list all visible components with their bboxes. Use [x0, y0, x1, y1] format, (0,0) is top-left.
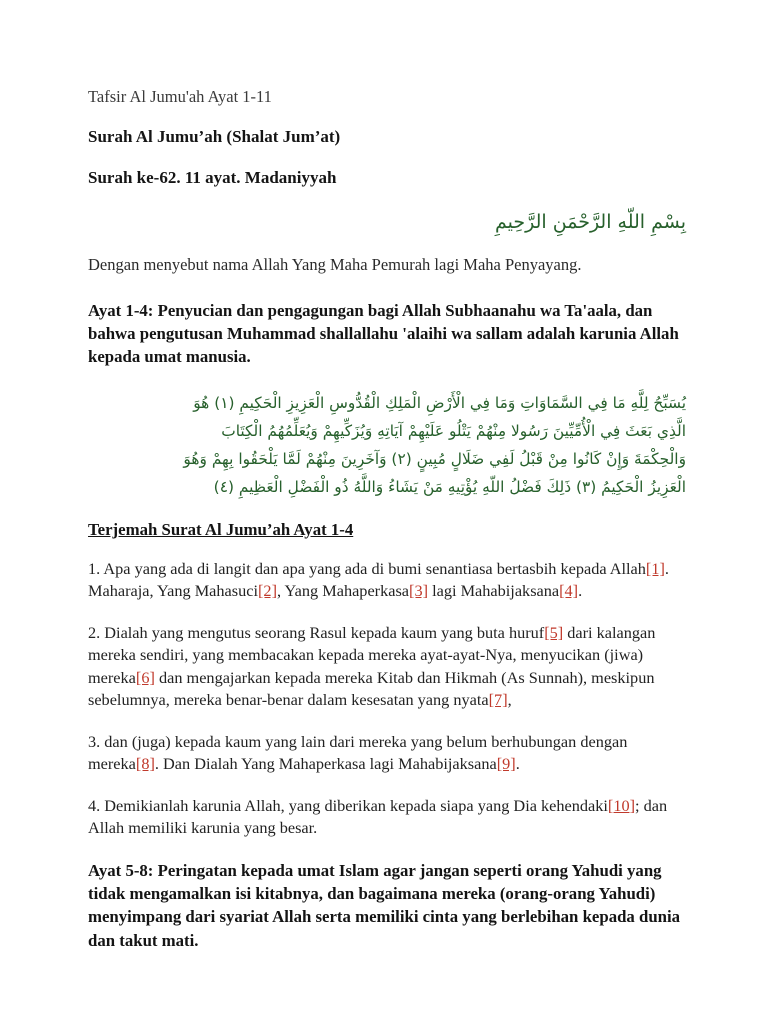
basmalah-translation: Dengan menyebut nama Allah Yang Maha Pemurah lagi Maha Penyayang. [88, 255, 582, 275]
footnote-ref-6[interactable]: [6] [135, 667, 155, 687]
verse-text: 2. Dialah yang mengutus seorang Rasul kepada kaum yang buta huruf [88, 622, 545, 642]
surah-name-heading: Surah Al Jumu’ah (Shalat Jum’at) [88, 126, 341, 146]
verse-paragraph [88, 731, 686, 776]
ayat-1-4-heading: Ayat 1-4: Penyucian dan pengagungan bagi Allah Subhaanahu wa Ta'aala, dan bahwa pengutusan Muhammad shallallahu 'alaihi wa sallam adalah karunia Allah kepada umat manusia. [88, 300, 679, 367]
footnote-ref-1[interactable]: [1] [645, 558, 665, 578]
footnote-ref-8[interactable]: [8] [135, 754, 155, 774]
footnote-ref-5[interactable]: [5] [544, 622, 564, 642]
verse-text: 1. Apa yang ada di langit dan apa yang ada di bumi senantiasa bertasbih kepada Allah [88, 558, 646, 578]
footnote-ref-7[interactable]: [7] [488, 690, 508, 710]
verse-text: dan mengajarkan kepada mereka Kitab dan Hikmah (As Sunnah), meskipun sebelumnya, mereka benar-benar dalam kesesatan yang nyata [88, 667, 655, 710]
verse-text: dari kalangan mereka sendiri, yang membacakan kepada mereka ayat-ayat-Nya, menyucikan (jiwa) mereka [88, 622, 656, 687]
document-title: Tafsir Al Jumu'ah Ayat 1-11 [88, 87, 272, 106]
verse-text: 4. Demikianlah karunia Allah, yang diberikan kepada siapa yang Dia kehendaki [88, 795, 608, 815]
verse-text: lagi Mahabijaksana [428, 581, 560, 601]
verse-text: , [507, 690, 512, 710]
arabic-line: وَالْحِكْمَةَ وَإِنْ كَانُوا مِنْ قَبْلُ لَفِي ضَلَالٍ مُبِينٍ (٢) وَآخَرِينَ مِنْهُمْ لَمَّا يَلْحَقُوا بِهِمْ وَهُوَ [183, 449, 686, 468]
verse-paragraph [88, 622, 686, 712]
basmalah-arabic: بِسْمِ اللّهِ الرَّحْمَنِ الرَّحِيمِ [495, 210, 686, 233]
verse-text: . Maharaja, Yang Mahasuci [88, 558, 669, 601]
ayat-5-8-heading: Ayat 5-8: Peringatan kepada umat Islam agar jangan seperti orang Yahudi yang tidak mengamalkan isi kitabnya, dan bagaimana mereka (orang-orang Yahudi) menyimpang dari syariat Allah serta memiliki cinta yang berlebihan kepada dunia dan takut mati. [88, 860, 681, 950]
surah-meta-heading: Surah ke-62. 11 ayat. Madaniyyah [88, 167, 337, 187]
footnote-ref-9[interactable]: [9] [496, 754, 516, 774]
verse-text: . [578, 581, 583, 601]
verse-text: . [515, 754, 520, 774]
footnote-ref-4[interactable]: [4] [559, 581, 579, 601]
verse-text: ; dan Allah memiliki karunia yang besar. [88, 795, 668, 838]
verse-paragraph [88, 558, 686, 603]
verse-text: , Yang Mahaperkasa [277, 581, 410, 601]
arabic-line: الَّذِي بَعَثَ فِي الْأُمِّيِّينَ رَسُولا مِنْهُمْ يَتْلُو عَلَيْهِمْ آيَاتِهِ وَيُزَكِّيهِمْ وَيُعَلِّمُهُمُ الْكِتَابَ [221, 421, 686, 440]
verse-text: . Dan Dialah Yang Mahaperkasa lagi Mahabijaksana [154, 754, 497, 774]
translation-heading: Terjemah Surat Al Jumu’ah Ayat 1-4 [88, 519, 354, 539]
footnote-ref-2[interactable]: [2] [258, 581, 277, 601]
ayat-1-4-arabic-block [88, 389, 686, 501]
footnote-ref-10[interactable]: [10] [607, 795, 636, 815]
translation-verse-list [88, 558, 686, 840]
arabic-line: الْعَزِيزُ الْحَكِيمُ (٣) ذَلِكَ فَضْلُ اللّهِ يُؤْتِيهِ مَنْ يَشَاءُ وَاللَّهُ ذُو الْفَضْلِ الْعَظِيمِ (٤) [213, 477, 686, 496]
verse-text: 3. dan (juga) kepada kaum yang lain dari mereka yang belum berhubungan dengan mereka [88, 731, 628, 774]
verse-paragraph [88, 795, 686, 840]
footnote-ref-3[interactable]: [3] [409, 581, 429, 601]
arabic-line: يُسَبِّحُ لِلَّهِ مَا فِي السَّمَاوَاتِ وَمَا فِي الْأَرْضِ الْمَلِكِ الْقُدُّوسِ الْعَزِيزِ الْحَكِيمِ (١) هُوَ [193, 393, 686, 412]
